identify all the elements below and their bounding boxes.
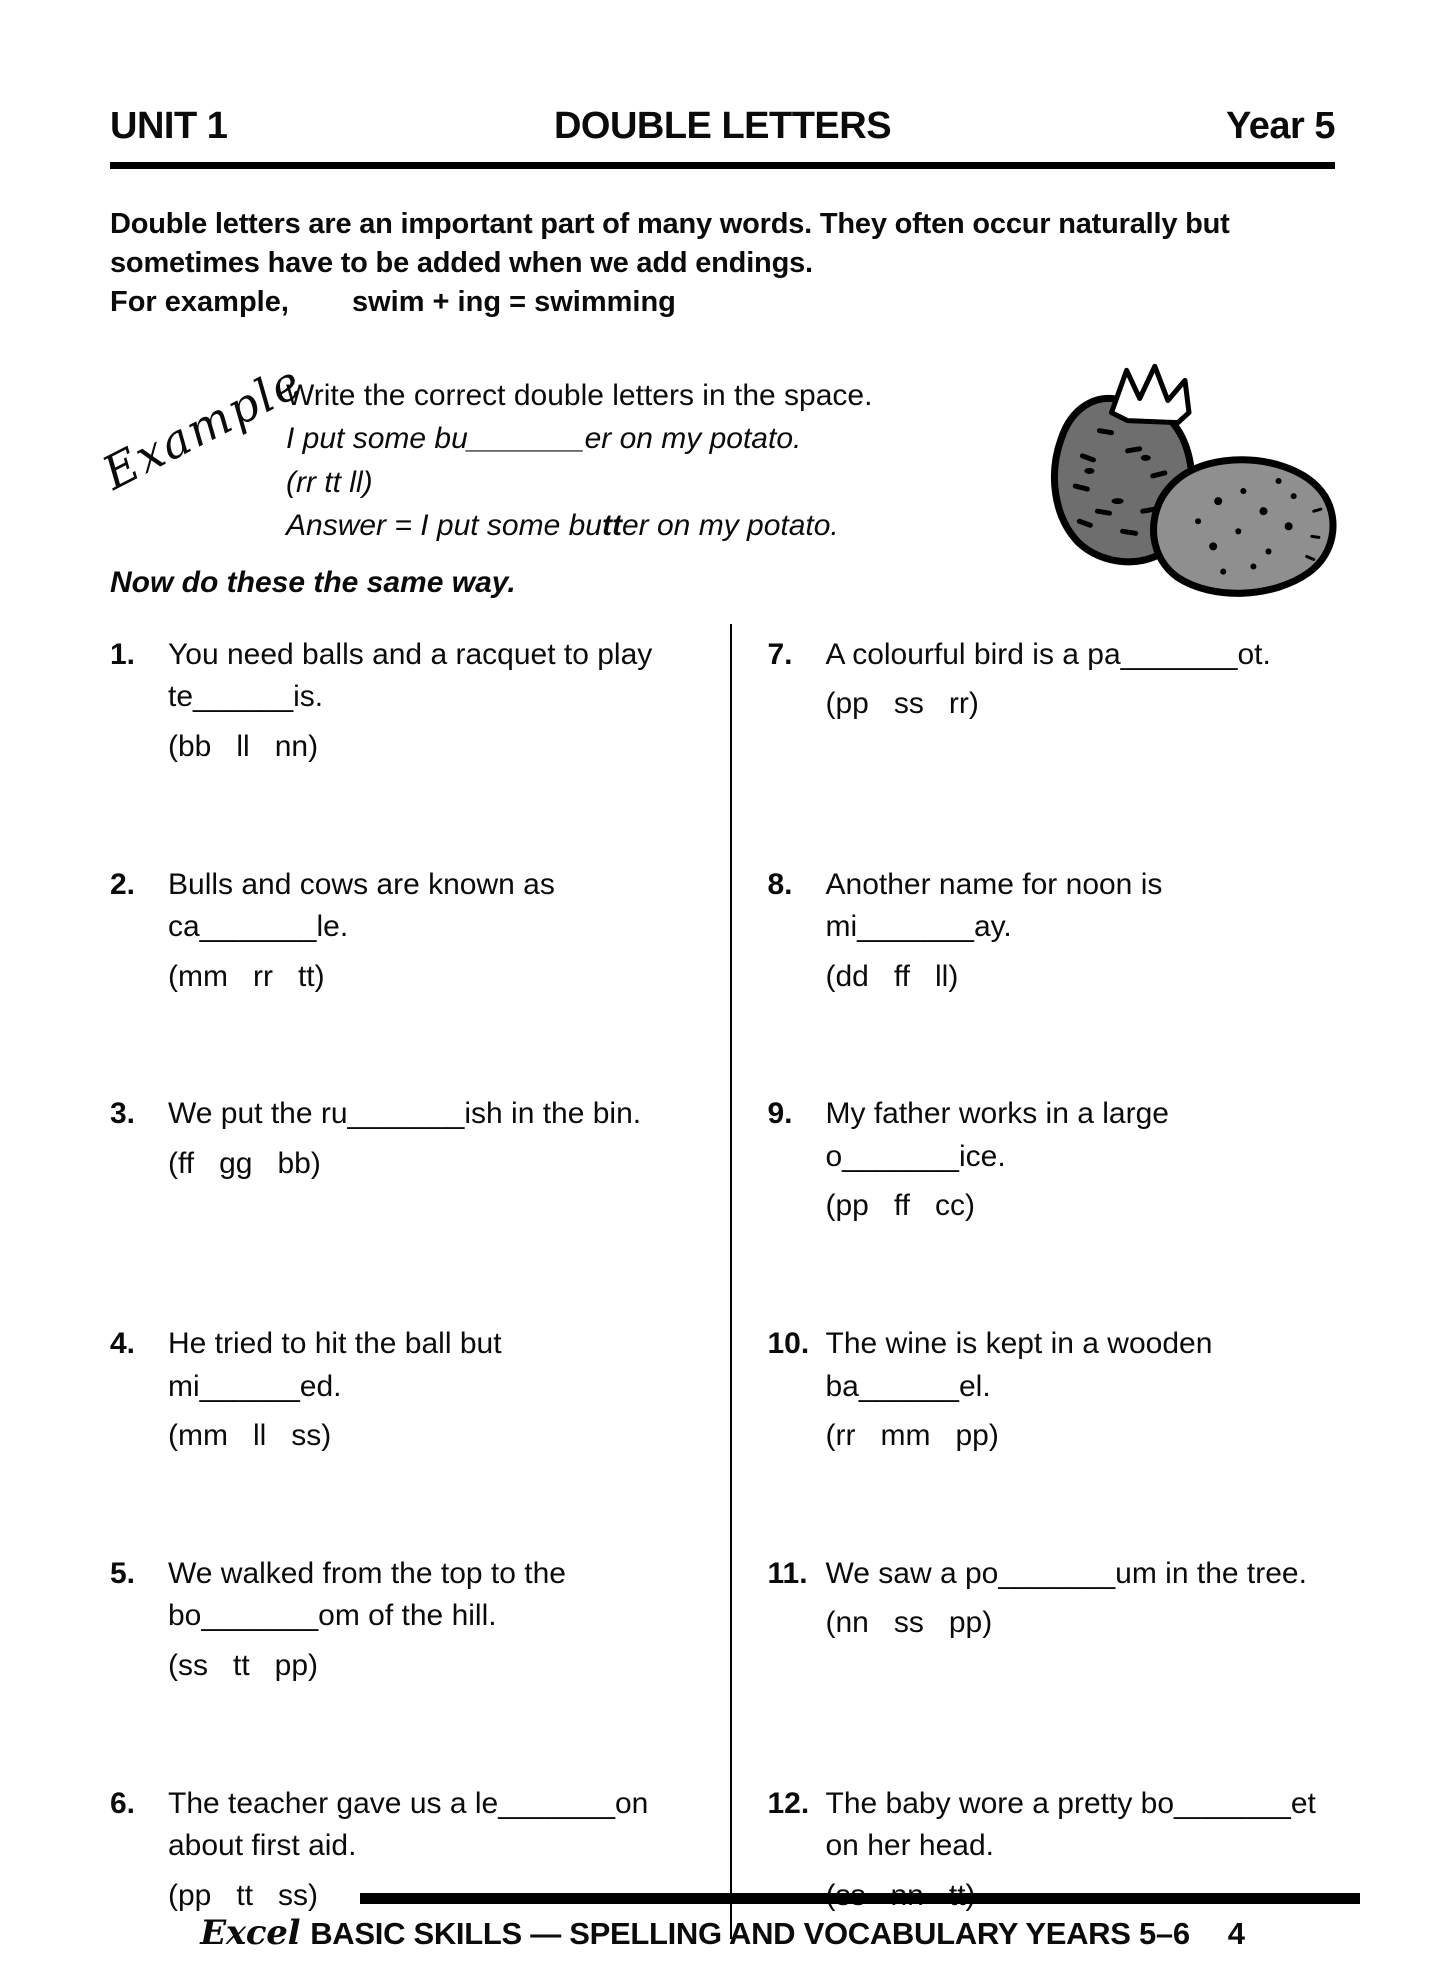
question-item-2 <box>110 864 678 999</box>
example-sentence: I put some bu_______er on my potato. <box>286 422 802 456</box>
question-body <box>826 634 1271 769</box>
intro-example-row <box>110 286 1335 319</box>
question-item-3 <box>110 1093 678 1228</box>
for-example-label: For example, <box>110 285 289 318</box>
question-number: 12. <box>767 1786 810 1820</box>
question-text: The teacher gave us a le_______on about first aid. <box>168 1786 649 1863</box>
footer-bar <box>360 1893 1360 1904</box>
question-number: 3. <box>110 1097 136 1131</box>
page-footer <box>0 1893 1445 1953</box>
question-item-9 <box>768 1093 1336 1228</box>
example-lines <box>286 374 946 548</box>
footer-text <box>0 1913 1445 1953</box>
question-options: (mm ll ss) <box>168 1419 332 1453</box>
question-number: 1. <box>110 637 136 671</box>
question-item-1 <box>110 634 678 769</box>
question-number: 10. <box>767 1327 810 1361</box>
question-body <box>826 1323 1336 1458</box>
question-text: We put the ru_______ish in the bin. <box>168 1097 642 1131</box>
question-body <box>168 1093 641 1228</box>
question-number: 7. <box>767 637 793 671</box>
question-item-11 <box>768 1553 1336 1688</box>
footer-brand: Excel <box>200 1913 301 1953</box>
question-options: (dd ff ll) <box>825 959 959 993</box>
example-options: (rr tt ll) <box>286 465 373 499</box>
example-answer-suffix: er on my potato. <box>621 509 839 543</box>
example-section <box>94 353 1335 552</box>
question-text: A colourful bird is a pa_______ot. <box>825 637 1271 671</box>
question-text: The baby wore a pretty bo_______et on her head. <box>825 1786 1316 1863</box>
potatoes-illustration-icon <box>1027 360 1349 602</box>
potato-right <box>1154 460 1334 594</box>
question-text: Another name for noon is mi_______ay. <box>825 867 1163 944</box>
page-title: DOUBLE LETTERS <box>553 105 892 147</box>
question-options: (mm rr tt) <box>168 959 325 993</box>
question-options: (nn ss pp) <box>825 1606 993 1640</box>
question-item-10 <box>768 1323 1336 1458</box>
question-number: 5. <box>110 1556 136 1590</box>
question-number: 11. <box>767 1556 808 1590</box>
question-text: You need balls and a racquet to play te______is. <box>168 637 653 714</box>
question-options: (pp ff cc) <box>825 1189 975 1223</box>
example-answer-prefix: Answer = I put some bu <box>286 509 602 543</box>
question-options: (ff gg bb) <box>168 1146 321 1180</box>
questions-grid <box>110 634 1335 1918</box>
example-label: Example <box>94 353 311 500</box>
question-text: The wine is kept in a wooden ba______el. <box>825 1327 1213 1403</box>
question-number: 9. <box>767 1097 793 1131</box>
question-options: (pp tt ss) <box>168 1878 319 1912</box>
question-item-7 <box>768 634 1336 769</box>
question-number: 6. <box>110 1786 136 1820</box>
question-options: (rr mm pp) <box>825 1419 999 1453</box>
question-number: 2. <box>110 867 136 901</box>
example-answer-bold: tt <box>602 509 622 543</box>
question-number: 8. <box>767 867 793 901</box>
question-options: (pp ss rr) <box>825 687 979 721</box>
question-text: He tried to hit the ball but mi______ed. <box>168 1327 502 1403</box>
footer-series: BASIC SKILLS — SPELLING AND VOCABULARY YEARS 5–6 <box>310 1916 1190 1951</box>
question-item-5 <box>110 1553 678 1688</box>
year-label: Year 5 <box>1226 105 1335 147</box>
header-rule <box>110 162 1335 169</box>
question-body <box>168 634 678 769</box>
potato-sprouts <box>1112 366 1189 422</box>
page-header <box>110 105 1335 148</box>
column-divider <box>730 624 732 1940</box>
question-text: We saw a po_______um in the tree. <box>825 1556 1307 1590</box>
question-item-8 <box>768 864 1336 999</box>
question-text: Bulls and cows are known as ca_______le. <box>168 867 555 944</box>
unit-label: UNIT 1 <box>110 105 228 147</box>
question-body <box>826 1093 1336 1228</box>
instructions-subheading: Now do these the same way. <box>110 565 516 599</box>
question-options: (ss tt pp) <box>168 1649 319 1683</box>
question-body <box>168 1553 678 1688</box>
question-body <box>168 1323 678 1458</box>
example-answer <box>286 504 946 548</box>
example-instruction: Write the correct double letters in the space. <box>286 378 873 412</box>
footer-page-number: 4 <box>1227 1916 1245 1951</box>
question-options: (bb ll nn) <box>168 729 319 763</box>
example-equation: swim + ing = swimming <box>351 285 676 318</box>
question-text: We walked from the top to the bo_______om of the hill. <box>168 1556 566 1633</box>
question-body <box>826 1553 1307 1688</box>
question-number: 4. <box>110 1327 136 1361</box>
question-text: My father works in a large o_______ice. <box>825 1097 1169 1173</box>
intro-paragraph: Double letters are an important part of many words. They often occur naturally but sometimes have to be added when we add endings. <box>110 208 1230 279</box>
question-body <box>168 864 678 999</box>
question-body <box>826 864 1336 999</box>
question-item-4 <box>110 1323 678 1458</box>
